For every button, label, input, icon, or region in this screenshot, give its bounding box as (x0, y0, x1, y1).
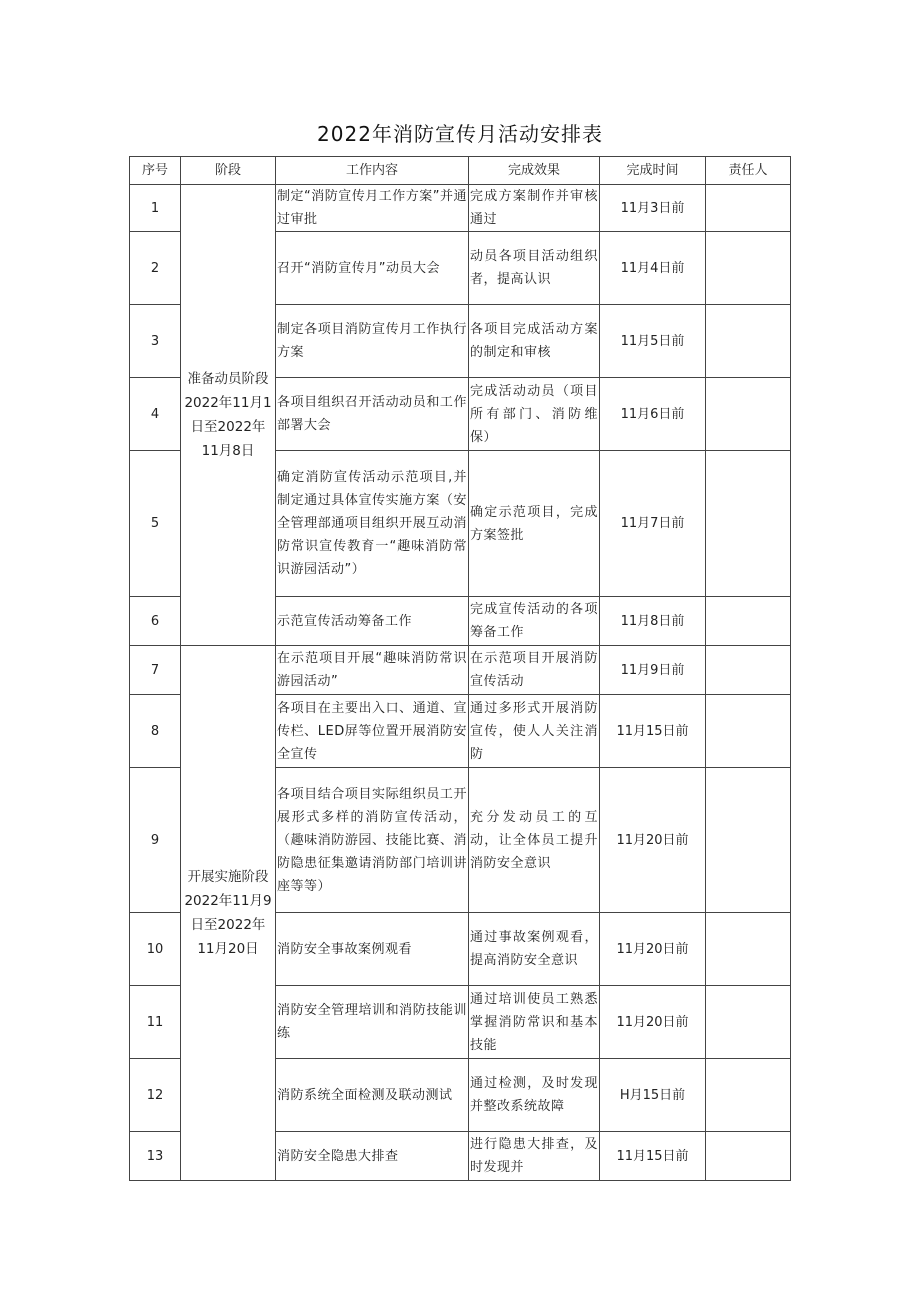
row-time: 11月9日前 (600, 646, 706, 695)
row-time: 11月3日前 (600, 185, 706, 232)
row-content: 制定各项目消防宣传月工作执行方案 (276, 305, 469, 378)
row-effect: 各项目完成活动方案的制定和审核 (469, 305, 600, 378)
row-effect: 通过培训使员工熟悉掌握消防常识和基本技能 (469, 986, 600, 1059)
row-owner (706, 378, 791, 451)
header-serial: 序号 (130, 157, 181, 185)
activity-schedule-table (129, 156, 791, 1181)
row-content: 制定“消防宣传月工作方案”并通过审批 (276, 185, 469, 232)
row-content: 确定消防宣传活动示范项目,并制定通过具体宣传实施方案（安全管理部通项目组织开展互动消防常识宣传教育一“趣味消防常识游园活动”） (276, 451, 469, 597)
row-serial: 10 (130, 913, 181, 986)
row-effect: 完成活动动员（项目所有部门、消防维保） (469, 378, 600, 451)
row-effect: 通过检测，及时发现并整改系统故障 (469, 1059, 600, 1132)
row-serial: 4 (130, 378, 181, 451)
row-effect: 完成宣传活动的各项筹备工作 (469, 597, 600, 646)
row-owner (706, 986, 791, 1059)
row-owner (706, 1132, 791, 1181)
row-owner (706, 1059, 791, 1132)
row-serial: 1 (130, 185, 181, 232)
row-time: 11月7日前 (600, 451, 706, 597)
document-title: 2022年消防宣传月活动安排表 (317, 122, 603, 146)
table-header-row (130, 157, 791, 185)
header-time: 完成时间 (600, 157, 706, 185)
row-owner (706, 305, 791, 378)
row-owner (706, 695, 791, 768)
table-row (130, 646, 791, 695)
row-content: 消防安全管理培训和消防技能训练 (276, 986, 469, 1059)
row-content: 各项目在主要出入口、通道、宣传栏、LED屏等位置开展消防安全宣传 (276, 695, 469, 768)
row-effect: 确定示范项目，完成方案签批 (469, 451, 600, 597)
row-time: 11月15日前 (600, 1132, 706, 1181)
row-owner (706, 232, 791, 305)
row-time: 11月6日前 (600, 378, 706, 451)
row-time: 11月20日前 (600, 986, 706, 1059)
row-time: 11月8日前 (600, 597, 706, 646)
row-serial: 12 (130, 1059, 181, 1132)
stage-implementation: 开展实施阶段2022年11月9日至2022年11月20日 (181, 646, 276, 1181)
row-owner (706, 913, 791, 986)
row-owner (706, 451, 791, 597)
row-content: 消防系统全面检测及联动测试 (276, 1059, 469, 1132)
row-serial: 9 (130, 768, 181, 913)
row-content: 召开“消防宣传月”动员大会 (276, 232, 469, 305)
row-time: 11月20日前 (600, 913, 706, 986)
header-owner: 责任人 (706, 157, 791, 185)
row-effect: 在示范项目开展消防宣传活动 (469, 646, 600, 695)
row-effect: 通过多形式开展消防宣传，使人人关注消防 (469, 695, 600, 768)
row-owner (706, 597, 791, 646)
row-time: H月15日前 (600, 1059, 706, 1132)
table-row (130, 185, 791, 232)
row-effect: 进行隐患大排查，及时发现并 (469, 1132, 600, 1181)
header-stage: 阶段 (181, 157, 276, 185)
row-content: 消防安全事故案例观看 (276, 913, 469, 986)
row-content: 各项目结合项目实际组织员工开展形式多样的消防宣传活动，（趣味消防游园、技能比赛、消防隐患征集邀请消防部门培训讲座等等） (276, 768, 469, 913)
row-owner (706, 768, 791, 913)
row-serial: 5 (130, 451, 181, 597)
row-serial: 3 (130, 305, 181, 378)
row-content: 在示范项目开展“趣味消防常识游园活动” (276, 646, 469, 695)
row-serial: 11 (130, 986, 181, 1059)
stage-preparation: 准备动员阶段2022年11月1日至2022年11月8日 (181, 185, 276, 646)
row-effect: 动员各项目活动组织者，提高认识 (469, 232, 600, 305)
row-content: 示范宣传活动筹备工作 (276, 597, 469, 646)
row-serial: 7 (130, 646, 181, 695)
row-time: 11月15日前 (600, 695, 706, 768)
row-time: 11月4日前 (600, 232, 706, 305)
row-effect: 充分发动员工的互动，让全体员工提升消防安全意识 (469, 768, 600, 913)
row-time: 11月5日前 (600, 305, 706, 378)
row-content: 消防安全隐患大排查 (276, 1132, 469, 1181)
row-serial: 2 (130, 232, 181, 305)
row-effect: 通过事故案例观看，提高消防安全意识 (469, 913, 600, 986)
header-content: 工作内容 (276, 157, 469, 185)
header-effect: 完成效果 (469, 157, 600, 185)
row-effect: 完成方案制作并审核通过 (469, 185, 600, 232)
row-owner (706, 185, 791, 232)
row-serial: 6 (130, 597, 181, 646)
row-time: 11月20日前 (600, 768, 706, 913)
row-owner (706, 646, 791, 695)
row-serial: 8 (130, 695, 181, 768)
row-content: 各项目组织召开活动动员和工作部署大会 (276, 378, 469, 451)
row-serial: 13 (130, 1132, 181, 1181)
